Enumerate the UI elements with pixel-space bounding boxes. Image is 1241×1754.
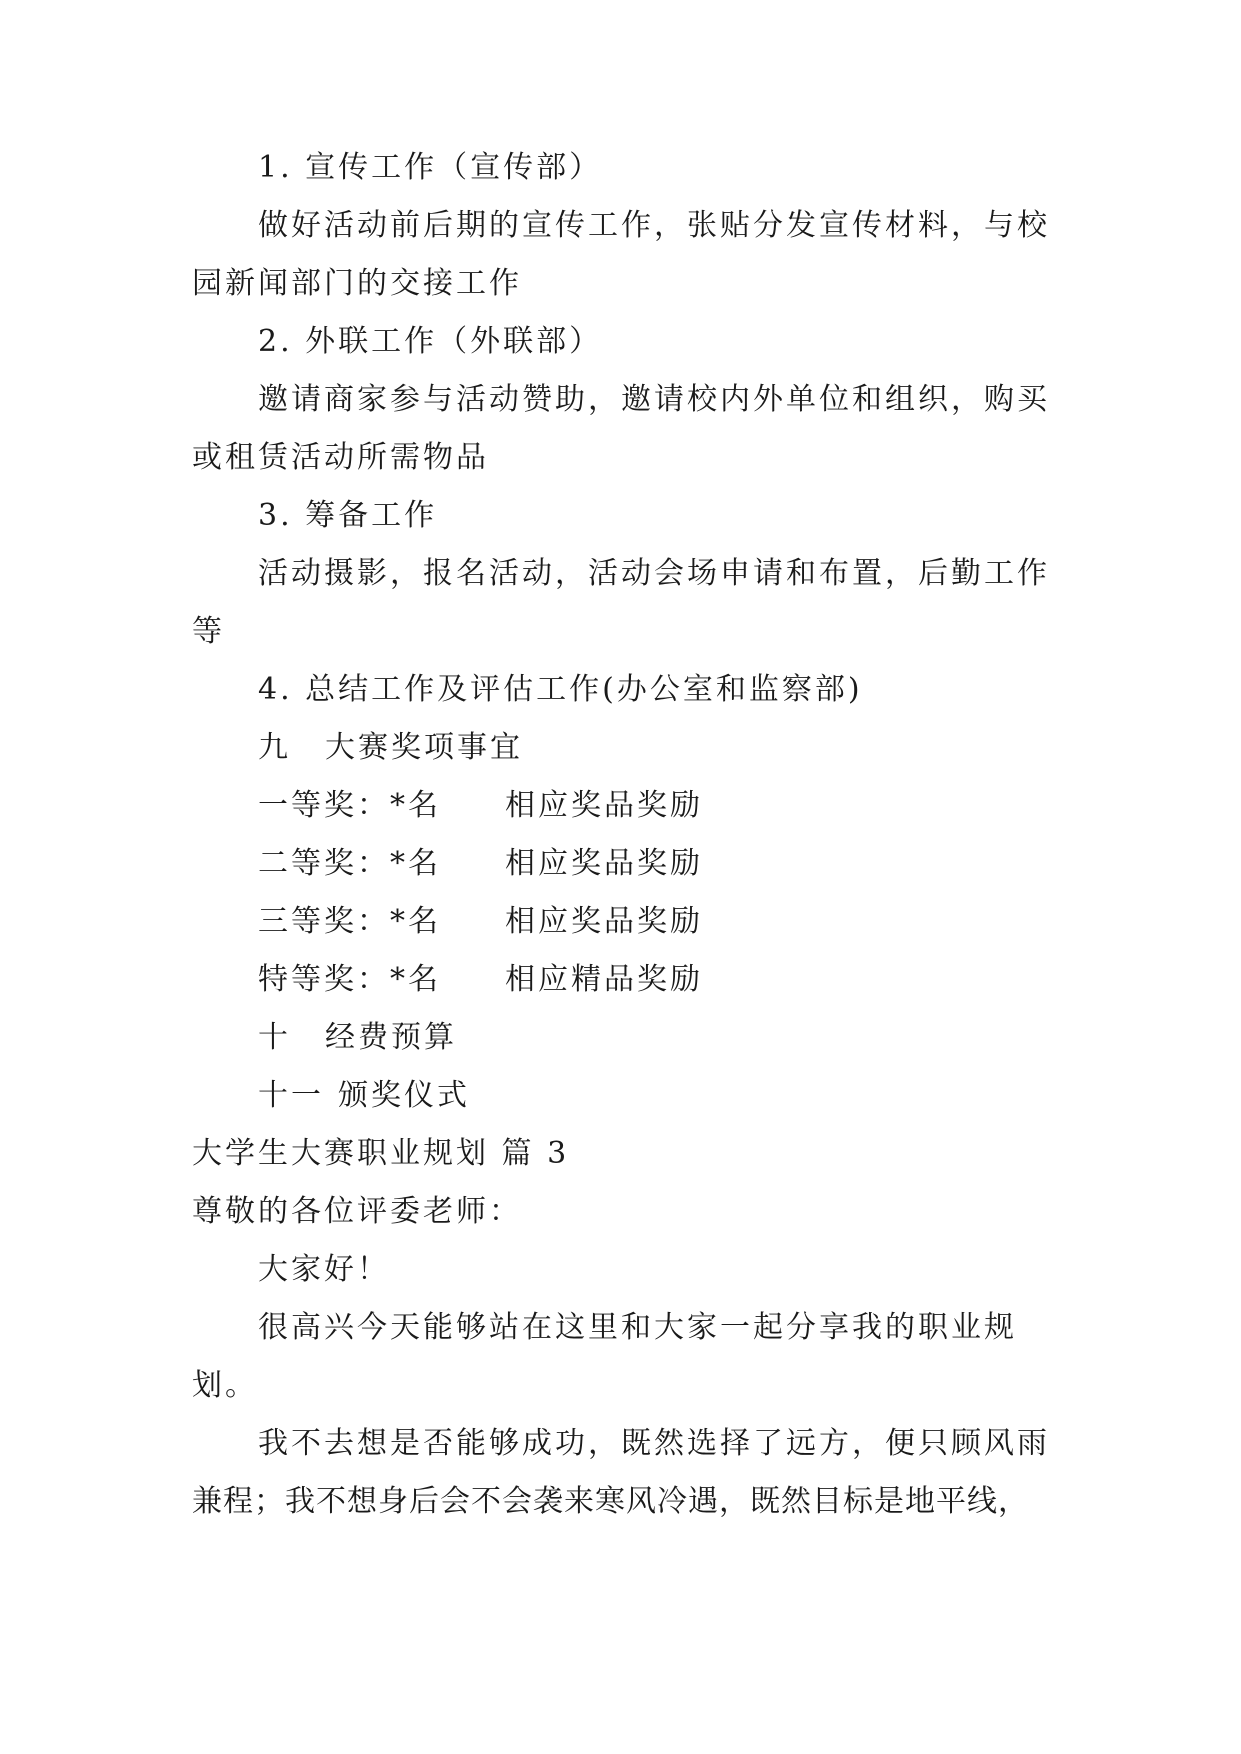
award-row (258, 902, 703, 942)
award-reward: 相应奖品奖励 (505, 788, 703, 823)
salutation: 尊敬的各位评委老师： (192, 1194, 522, 1229)
section-title: 经费预算 (325, 1020, 457, 1055)
paragraph-line: 园新闻部门的交接工作 (192, 266, 522, 301)
award-name: 特等奖：*名 (258, 962, 441, 997)
award-name: 一等奖：*名 (258, 788, 441, 823)
award-name: 三等奖：*名 (258, 904, 441, 939)
section-number: 十一 (258, 1078, 324, 1113)
section-title: 大赛奖项事宜 (325, 730, 523, 765)
section-heading-outreach: 2. 外联工作（外联部） (258, 324, 603, 359)
award-name: 二等奖：*名 (258, 846, 441, 881)
section-heading-publicity: 1. 宣传工作（宣传部） (258, 150, 603, 185)
paragraph-line: 活动摄影，报名活动，活动会场申请和布置，后勤工作 (258, 556, 1050, 591)
paragraph-line: 很高兴今天能够站在这里和大家一起分享我的职业规 (258, 1310, 1017, 1345)
section-heading-ceremony (258, 1076, 470, 1116)
paragraph-line: 邀请商家参与活动赞助，邀请校内外单位和组织，购买 (258, 382, 1050, 417)
paragraph-line: 或租赁活动所需物品 (192, 440, 489, 475)
section-title: 颁奖仪式 (338, 1078, 470, 1113)
award-row (258, 786, 703, 826)
award-reward: 相应精品奖励 (505, 962, 703, 997)
paragraph-line: 做好活动前后期的宣传工作，张贴分发宣传材料，与校 (258, 208, 1050, 243)
award-row (258, 844, 703, 884)
section-number: 十 (258, 1020, 291, 1055)
article-title: 大学生大赛职业规划 篇 3 (192, 1136, 570, 1171)
section-heading-budget (258, 1018, 457, 1058)
paragraph-line: 我不去想是否能够成功，既然选择了远方，便只顾风雨 (258, 1426, 1050, 1461)
section-heading-summary: 4. 总结工作及评估工作(办公室和监察部) (258, 672, 863, 707)
greeting: 大家好！ (258, 1252, 390, 1287)
paragraph-line: 划。 (192, 1368, 258, 1403)
paragraph-line: 兼程；我不想身后会不会袭来寒风冷遇，既然目标是地平线， (192, 1484, 1029, 1519)
section-heading-awards (258, 728, 523, 768)
award-reward: 相应奖品奖励 (505, 846, 703, 881)
award-row (258, 960, 703, 1000)
paragraph-line: 等 (192, 614, 225, 649)
section-heading-preparation: 3. 筹备工作 (258, 498, 438, 533)
section-number: 九 (258, 730, 291, 765)
award-reward: 相应奖品奖励 (505, 904, 703, 939)
